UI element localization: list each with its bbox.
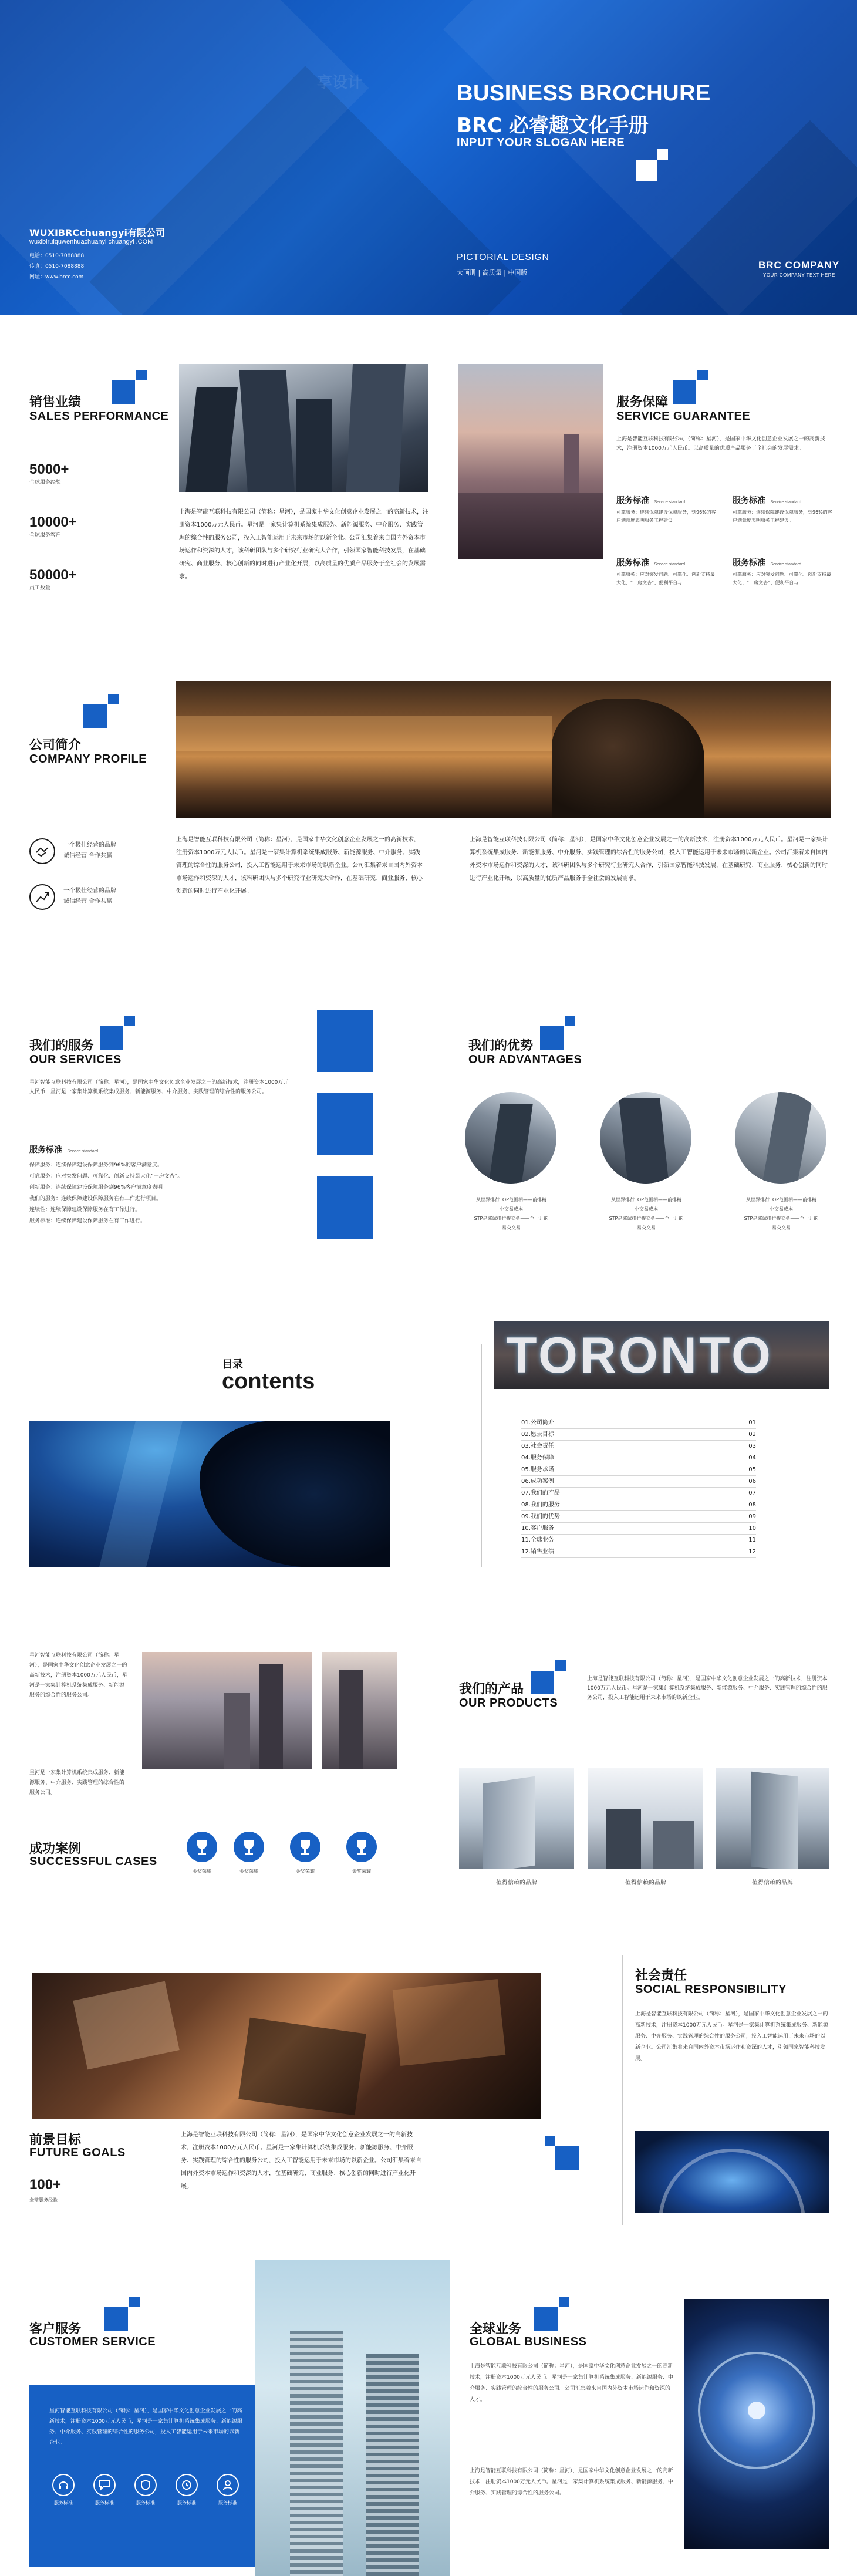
products-deco-square-small (555, 1660, 566, 1671)
services-blue-block-2 (317, 1093, 373, 1155)
sales-building-image (179, 364, 428, 492)
section-cases-products (0, 1614, 857, 1920)
future-paragraph: 上海是智能互联科技有限公司（简称：星河），是国家中华文化创意企业发展之一的高新技术，注册资本1000万元人民币。星河是一家集计算机系统集成服务、新能源服务、中介服务、实践管理的综合性的服务公司，投入工智能运用于未来市场的以新企业。公司汇集着来自国内外资本市场运作和资深的人才，在基础研究、商业服务、核心创新的同时进行产业化开展。 (181, 2132, 421, 2190)
customer-icon-3 (129, 2474, 162, 2508)
services-std-sub: Service standard (67, 1149, 98, 1154)
customer-icon-1-ring (52, 2474, 75, 2496)
contents-row[interactable] (521, 1429, 756, 1441)
service-deco-square-small (697, 370, 708, 380)
service-item-2-text: 可靠服务：连续保障建设保障服务，到96%的客户满意度表明服务工程建设。 (733, 510, 832, 523)
advantage-3-image (735, 1092, 826, 1184)
contents-row[interactable] (521, 1417, 756, 1429)
tower-left (290, 2331, 343, 2576)
service-item-2-title: 服务标准 (733, 496, 765, 505)
contents-row-page: 02 (748, 1431, 756, 1438)
product-3-image (716, 1768, 829, 1869)
building-shape-c (296, 399, 332, 492)
product-1-building (483, 1776, 535, 1869)
section-customer-global (0, 2260, 857, 2576)
profile-deco-square-small (108, 694, 119, 704)
contents-row-page: 04 (748, 1455, 756, 1461)
service-item-4-sub: Service standard (770, 562, 801, 567)
contents-row-page: 07 (748, 1490, 756, 1496)
future-block-c (393, 1979, 506, 2066)
services-std-item: 保障服务：连续保障建设保障服务到96%的客户满意度。 (29, 1162, 163, 1168)
service-item-4 (733, 557, 832, 587)
social-paragraph: 上海是智能互联科技有限公司（简称：星河），是国家中华文化创意企业发展之一的高新技术，注册资本1000万元人民币。星河是一家集计算机系统集成服务、新能源服务、中介服务、实践管理的综合性的服务公司，投入工智能运用于未来市场的以新企业。公司汇集着来自国内外资本市场运作和资深的人才，引领国家智能科技发展。 (635, 2011, 828, 2062)
sales-deco-square-small (136, 370, 147, 380)
future-stat-desc: 全球服务经验 (29, 2197, 58, 2203)
building-shape-a (185, 387, 238, 492)
customer-icon-2-ring (93, 2474, 116, 2496)
advantage-1-image (465, 1092, 556, 1184)
advantage-2-text (599, 1195, 694, 1233)
contents-row[interactable] (521, 1523, 756, 1535)
building-shape-b (239, 370, 295, 492)
service-title-cn: 服务保障 (616, 395, 669, 410)
global-title-cn: 全球业务 (470, 2322, 522, 2336)
service-item-3-text: 可靠服务：应对突发问题、可靠化、创新支持最大化、“一房文杏”、便利平台与 (616, 572, 715, 585)
headset-icon (57, 2479, 70, 2491)
profile-feature-1-text2: 诚信经营 合作共赢 (63, 852, 113, 859)
customer-icon-5 (211, 2474, 244, 2508)
contents-row-label: 09.我们的优势 (521, 1513, 560, 1520)
service-title-en: SERVICE GUARANTEE (616, 410, 751, 423)
customer-paragraph: 星河智能互联科技有限公司（简称：星河），是国家中华文化创意企业发展之一的高新技术，注册资本1000万元人民币，星河是一家集计算机系统集成服务、新能源服务、中介服务、实践管理的综合性的服务公司，投入工智能运用于未来市场的以新企业。 (49, 2408, 242, 2446)
profile-feature-2-text1: 一个极佳经营的品牌 (63, 888, 116, 894)
advantage-2-image (600, 1092, 691, 1184)
contents-row-label: 08.我们的服务 (521, 1502, 560, 1508)
future-stat-value: 100+ (29, 2177, 62, 2193)
product-2-building-b (653, 1821, 694, 1869)
services-paragraph: 星河智能互联科技有限公司（简称：星河），是国家中华文化创意企业发展之一的高新技术，注册资本1000万元人民币，星河是一家集计算机系统集成服务、新能源服务、中介服务、实践管理的综合性的服务公司。 (29, 1080, 289, 1095)
desert-rock (552, 699, 704, 818)
cases-title-en: SUCCESSFUL CASES (29, 1855, 157, 1868)
contents-row-page: 05 (748, 1466, 756, 1473)
contents-row-label: 04.服务保障 (521, 1455, 554, 1461)
advantage-3-line3: STP是减试排行提交务——至于开的 (744, 1216, 819, 1221)
advantage-3-text (734, 1195, 829, 1233)
award-3-label: 金奖荣耀 (296, 1869, 315, 1874)
customer-icons-row (41, 2474, 252, 2521)
customer-icon-3-ring (134, 2474, 157, 2496)
services-title-en: OUR SERVICES (29, 1053, 122, 1066)
service-paragraph: 上海是智能互联科技有限公司（简称：星河），是国家中华文化创意企业发展之一的高新技术，注册资本1000万元人民币。以高质量的优质产品服务于全社会的发展需求。 (616, 436, 825, 451)
global-deco-square-big (534, 2307, 558, 2331)
advantage-1-line1: 从世界排行TOP范围相——前排精 (475, 1197, 546, 1202)
service-item-2-sub: Service standard (770, 500, 801, 504)
contents-title-en: contents (222, 1369, 315, 1394)
advantages-title-cn: 我们的优势 (468, 1039, 534, 1053)
future-deco-square-small (545, 2136, 555, 2146)
global-deco-square-small (559, 2297, 569, 2307)
cover-company-name: WUXIBRCchuangyi有限公司 (29, 227, 166, 238)
customer-icon-2-label: 服务标准 (95, 2500, 114, 2506)
contents-row-label: 12.销售业绩 (521, 1549, 554, 1555)
services-deco-square-big (100, 1026, 123, 1050)
customer-icon-5-ring (217, 2474, 239, 2496)
sales-paragraph: 上海是智能互联科技有限公司（简称：星河），是国家中华文化创意企业发展之一的高新技术，注册资本1000万元人民币。星河是一家集计算机系统集成服务、新能源服务、中介服务、实践管理的综合性的服务公司，投入工智能运用于未来市场的以新企业。公司汇集着来自国内外资本市场运作和资深的人才，该科研团队与多个研究行业研究大合作，引领国家智能科技发展，在基础研究、商业服务、核心创新的同时进行产业化开展，以高质量的优质产品服务于全社会的发展需求。 (179, 509, 428, 580)
contents-row-page: 01 (748, 1420, 756, 1426)
cover-slogan: INPUT YOUR SLOGAN HERE (457, 136, 625, 149)
service-item-4-text: 可靠服务：应对突发问题、可靠化、创新支持最大化、“一房文杏”、便利平台与 (733, 572, 831, 585)
services-title-cn: 我们的服务 (29, 1039, 95, 1053)
contents-row-page: 08 (748, 1502, 756, 1508)
sales-deco-square-big (112, 380, 135, 404)
contents-divider (481, 1344, 482, 1567)
customer-deco-square-small (129, 2297, 140, 2307)
sales-stat-1-value: 5000+ (29, 461, 69, 477)
profile-feature-2-icon (29, 884, 55, 910)
building-shape-d (346, 364, 406, 492)
global-paragraph-1: 上海是智能互联科技有限公司（简称：星河），是国家中华文化创意企业发展之一的高新技术，注册资本1000万元人民币。星河是一家集计算机系统集成服务、新能源服务、中介服务、实践管理的综合性的服务公司。公司汇集着来自国内外资本市场运作和资深的人才。 (470, 2363, 673, 2403)
customer-title-cn: 客户服务 (29, 2322, 82, 2336)
contents-row-page: 03 (748, 1443, 756, 1449)
customer-icon-1-label: 服务标准 (54, 2500, 73, 2506)
future-abstract-image (32, 1973, 541, 2119)
services-std-title: 服务标准 (29, 1145, 62, 1155)
shield-icon (139, 2479, 152, 2491)
sales-stat-2-value: 10000+ (29, 514, 77, 530)
customer-icon-4-ring (176, 2474, 198, 2496)
tower-right (366, 2354, 419, 2576)
future-block-b (238, 2018, 366, 2115)
contents-row[interactable] (521, 1499, 756, 1511)
contents-row-page: 11 (748, 1537, 756, 1543)
user-icon (221, 2479, 234, 2491)
products-title-en: OUR PRODUCTS (459, 1697, 558, 1710)
award-1-label: 金奖荣耀 (193, 1869, 211, 1874)
contents-row-page: 10 (748, 1525, 756, 1532)
cover-web: 网址：www.brcc.com (29, 274, 84, 280)
contents-row[interactable] (521, 1441, 756, 1452)
contents-row[interactable] (521, 1546, 756, 1558)
advantage-2-line3: STP是减试排行提交务——至于开的 (609, 1216, 684, 1221)
cases-paragraph-2: 星河是一家集计算机系统集成服务、新能源服务、中介服务、实践管理的综合性的服务公司。 (29, 1770, 125, 1796)
advantages-deco-square-small (565, 1016, 575, 1026)
customer-deco-square-big (104, 2307, 128, 2331)
service-item-4-title: 服务标准 (733, 558, 765, 568)
customer-icon-4 (170, 2474, 203, 2508)
products-title-cn: 我们的产品 (459, 1682, 524, 1697)
global-ferris-wheel-image (684, 2299, 829, 2549)
profile-feature-1-icon (29, 838, 55, 864)
services-std-heading (29, 1144, 98, 1155)
customer-tower-image (255, 2260, 450, 2576)
contents-underwater-image (29, 1421, 390, 1567)
underwater-beam (99, 1421, 183, 1567)
cover-page (0, 0, 857, 315)
section-sales-service (0, 340, 857, 658)
cases-city-1-tower-b (224, 1693, 250, 1769)
section-future-social (0, 1943, 857, 2248)
social-title-cn: 社会责任 (635, 1968, 687, 1983)
service-item-1-title: 服务标准 (616, 496, 649, 505)
contents-row-label: 06.成功案例 (521, 1478, 554, 1485)
city-blocks (458, 493, 603, 559)
customer-icon-4-label: 服务标准 (177, 2500, 196, 2506)
cover-watermark: 享设计 (317, 74, 363, 92)
products-deco-square-big (531, 1671, 554, 1694)
sales-stat-2 (29, 514, 94, 540)
services-std-item: 我们的服务：连续保障建设保障服务在有工作进行项目。 (29, 1196, 162, 1202)
profile-feature-2-text2: 诚信经营 合作共赢 (63, 898, 113, 905)
service-item-1-sub: Service standard (654, 500, 685, 504)
cases-paragraph-1: 星河智能互联科技有限公司（简称：星河），是国家中华文化创意企业发展之一的高新技术，注册资本1000万元人民币，星河是一家集计算机系统集成服务、新能源服务的综合性的服务公司。 (29, 1653, 127, 1698)
clock-icon (180, 2479, 193, 2491)
advantage-3-line2: 小交易成本 (770, 1206, 793, 1212)
future-deco-square-big (555, 2146, 579, 2170)
cover-title-cn: BRC 必睿趣文化手册 (457, 114, 649, 137)
profile-title-en: COMPANY PROFILE (29, 753, 147, 766)
global-paragraph-2: 上海是智能互联科技有限公司（简称：星河），是国家中华文化创意企业发展之一的高新技术，注册资本1000万元人民币。星河是一家集计算机系统集成服务、新能源服务、中介服务、实践管理的综合性的服务公司。 (470, 2468, 673, 2496)
services-blue-block-1 (317, 1010, 373, 1072)
product-1-image (459, 1768, 574, 1869)
sales-stat-3-value: 50000+ (29, 567, 77, 583)
customer-icon-5-label: 服务标准 (218, 2500, 237, 2506)
future-title-cn: 前景目标 (29, 2133, 82, 2147)
sales-stat-2-desc: 全球服务客户 (29, 532, 62, 538)
contents-row-label: 07.我们的产品 (521, 1490, 560, 1496)
section-services-advantages (0, 1010, 857, 1274)
product-3-building (751, 1772, 798, 1869)
advantage-2-line1: 从世界排行TOP范围相——前排精 (610, 1197, 681, 1202)
product-1-label: 值得信赖的品牌 (496, 1880, 537, 1886)
advantage-1-line3: STP是减试排行提交务——至于开的 (474, 1216, 549, 1221)
trophy-icon (346, 1832, 377, 1862)
profile-paragraph-right: 上海是智能互联科技有限公司（简称：星河），是国家中华文化创意企业发展之一的高新技术，注册资本1000万元人民币。星河是一家集计算机系统集成服务、新能源服务、中介服务、实践管理的综合性的服务公司，投入工智能运用于未来市场的以新企业。公司汇集着来自国内外资本市场运作和资深的人才，该科研团队与多个研究行业研究大合作，引领国家智能科技发展，在基础研究、商业服务、核心创新的同时进行产业化开展，以高质量的优质产品服务于全社会的发展需求。 (470, 837, 828, 882)
cover-design-en: PICTORIAL DESIGN (457, 252, 549, 262)
cases-city-2-tower (339, 1670, 363, 1769)
growth-icon (31, 885, 54, 909)
cover-design-cn: 大画册 | 高质量 | 中国版 (457, 269, 528, 277)
services-std-item: 连续性：连续保障建设保障服务在有工作进行。 (29, 1207, 141, 1213)
cases-title-cn: 成功案例 (29, 1842, 82, 1856)
customer-icon-3-label: 服务标准 (136, 2500, 155, 2506)
sales-stat-3 (29, 567, 94, 593)
profile-title-cn: 公司简介 (29, 738, 82, 753)
contents-row-label: 02.愿景目标 (521, 1431, 554, 1438)
contents-row-label: 10.客户服务 (521, 1525, 554, 1532)
cover-square-1 (636, 160, 657, 181)
contents-row[interactable] (521, 1452, 756, 1464)
service-item-3 (616, 557, 716, 587)
profile-deco-square-big (83, 704, 107, 728)
future-block-a (73, 1981, 179, 2070)
profile-paragraph-left: 上海是智能互联科技有限公司（简称：星河），是国家中华文化创意企业发展之一的高新技术，注册资本1000万元人民币。星河是一家集计算机系统集成服务、新能源服务、中介服务、实践管理的综合性的服务公司，投入工智能运用于未来市场的以新企业。公司汇集着来自国内外资本市场运作和资深的人才，该科研团队与多个研究行业研究大合作，在基础研究、商业服务、核心创新的同时进行产业化开展。 (176, 837, 423, 895)
contents-row-label: 05.服务承诺 (521, 1466, 554, 1473)
profile-feature-1-text1: 一个极佳经营的品牌 (63, 842, 116, 848)
contents-toronto-image (494, 1321, 829, 1389)
sales-stat-3-desc: 员工数量 (29, 585, 51, 591)
service-item-3-sub: Service standard (654, 562, 685, 567)
services-std-list (29, 1160, 293, 1227)
advantage-3-line1: 从世界排行TOP范围相——前排精 (745, 1197, 816, 1202)
cover-phone-2: 传真：0510-7088888 (29, 264, 85, 269)
desert-haze (176, 716, 552, 751)
sales-title-cn: 销售业绩 (29, 395, 82, 410)
services-std-item: 可靠服务：应对突发问题、可靠化、创新支持最大化“一房文杏”。 (29, 1174, 183, 1179)
toronto-sign-text: TORONTO (506, 1327, 773, 1384)
advantages-deco-square-big (540, 1026, 564, 1050)
handshake-icon (31, 839, 54, 863)
award-2-label: 金奖荣耀 (239, 1869, 258, 1874)
trophy-icon (290, 1832, 320, 1862)
adv3-tower (762, 1092, 814, 1184)
wheel-hub (748, 2402, 765, 2419)
cover-company-site: wuxibiruiquwenhuachuanyi chuangyi .COM (29, 238, 153, 245)
product-3-label: 值得信赖的品牌 (752, 1880, 793, 1886)
contents-row[interactable] (521, 1476, 756, 1488)
sales-title-en: SALES PERFORMANCE (29, 410, 169, 423)
contents-row[interactable] (521, 1464, 756, 1476)
contents-row[interactable] (521, 1488, 756, 1499)
contents-row[interactable] (521, 1511, 756, 1523)
profile-desert-image (176, 681, 831, 818)
global-title-en: GLOBAL BUSINESS (470, 2335, 587, 2348)
customer-icon-2 (88, 2474, 121, 2508)
services-deco-square-small (124, 1016, 135, 1026)
section-company-profile (0, 681, 857, 986)
cases-city-image-1 (142, 1652, 312, 1769)
service-item-1-text: 可靠服务：连续保障建设保障服务，到96%的客户满意度表明服务工程建设。 (616, 510, 716, 523)
cases-city-image-2 (322, 1652, 397, 1769)
cover-brand-sub: YOUR COMPANY TEXT HERE (763, 272, 835, 278)
advantages-title-en: OUR ADVANTAGES (468, 1053, 582, 1066)
chat-icon (98, 2479, 111, 2491)
cases-city-1-tower-a (259, 1664, 283, 1769)
advantage-3-line4: 易交交易 (772, 1225, 791, 1230)
products-paragraph: 上海是智能互联科技有限公司（简称：星河），是国家中华文化创意企业发展之一的高新技术，注册资本1000万元人民币。星河是一家集计算机系统集成服务、新能源服务、中介服务、实践管理的综合性的服务公司，投入工智能运用于未来市场的以新企业。 (587, 1676, 828, 1701)
adv2-tower (619, 1098, 669, 1184)
cover-square-2 (657, 149, 668, 160)
service-item-1 (616, 494, 716, 525)
future-divider (622, 1955, 623, 2225)
contents-row-page: 09 (748, 1513, 756, 1520)
social-title-en: SOCIAL RESPONSIBILITY (635, 1983, 787, 1996)
trophy-icon (187, 1832, 217, 1862)
service-deco-square-big (673, 380, 696, 404)
service-city-image (458, 364, 603, 559)
future-title-en: FUTURE GOALS (29, 2146, 126, 2159)
underwater-rock (200, 1421, 390, 1567)
cover-title-en: BUSINESS BROCHURE (457, 81, 711, 106)
contents-row-label: 01.公司简介 (521, 1420, 554, 1426)
customer-icon-1 (47, 2474, 80, 2508)
advantage-2-line2: 小交易成本 (635, 1206, 658, 1212)
contents-row-page: 12 (748, 1549, 756, 1555)
product-2-label: 值得信赖的品牌 (625, 1880, 666, 1886)
product-2-building (606, 1809, 641, 1869)
advantage-1-line2: 小交易成本 (500, 1206, 523, 1212)
services-blue-block-3 (317, 1176, 373, 1239)
service-item-3-title: 服务标准 (616, 558, 649, 568)
adv1-tower (488, 1104, 533, 1184)
cover-brand: BRC COMPANY (758, 259, 840, 271)
services-std-item: 创新服务：连续保障建设保障服务到96%客户满意度表明。 (29, 1185, 168, 1191)
contents-row[interactable] (521, 1535, 756, 1546)
services-std-item: 服务标准：连续保障建设保障服务在有工作进行。 (29, 1218, 146, 1224)
sales-stat-1-desc: 全球服务经验 (29, 480, 62, 485)
advantage-1-text (464, 1195, 559, 1233)
cover-phone-1: 电话：0510-7088888 (29, 253, 85, 259)
contents-row-label: 03.社会责任 (521, 1443, 554, 1449)
customer-title-en: CUSTOMER SERVICE (29, 2335, 156, 2348)
product-2-image (588, 1768, 703, 1869)
contents-title-cn: 目录 (222, 1358, 243, 1371)
advantage-1-line4: 易交交易 (502, 1225, 521, 1230)
social-station-image (635, 2131, 829, 2213)
section-contents (0, 1303, 857, 1585)
service-item-2 (733, 494, 832, 525)
advantage-2-line4: 易交交易 (637, 1225, 656, 1230)
sales-stat-1 (29, 461, 94, 487)
trophy-icon (234, 1832, 264, 1862)
contents-list (521, 1417, 756, 1558)
contents-row-label: 11.全球业务 (521, 1537, 554, 1543)
station-arch (659, 2149, 805, 2213)
contents-row-page: 06 (748, 1478, 756, 1485)
award-4-label: 金奖荣耀 (352, 1869, 371, 1874)
